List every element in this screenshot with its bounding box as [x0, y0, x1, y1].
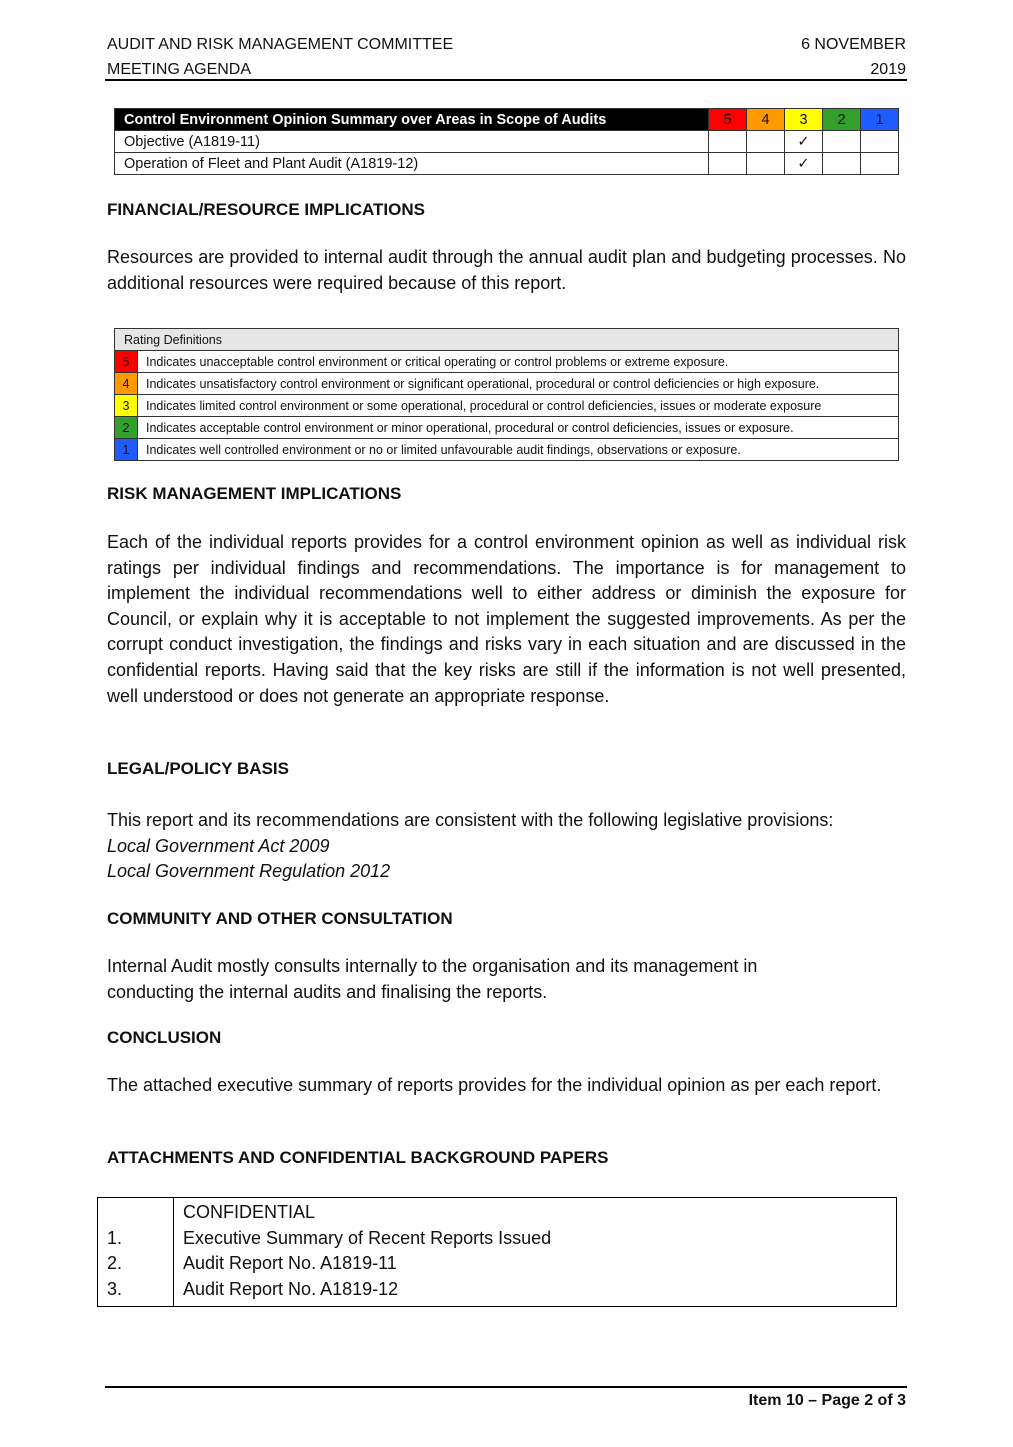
page-footer: Item 10 – Page 2 of 3	[748, 1392, 906, 1409]
rating-cell	[823, 153, 861, 175]
rating-description: Indicates unsatisfactory control environment or significant operational, procedural or control deficiencies or high exposure.	[138, 373, 899, 395]
attachments-table	[97, 1197, 897, 1307]
rating-description: Indicates limited control environment or some operational, procedural or control deficiencies, issues or moderate exposure	[138, 395, 899, 417]
rating-cell	[747, 153, 785, 175]
rating-header-4: 4	[747, 109, 785, 131]
header-committee-name: AUDIT AND RISK MANAGEMENT COMMITTEE	[107, 36, 454, 53]
rating-cell	[823, 131, 861, 153]
attachment-number: 2.	[107, 1253, 123, 1274]
table-row	[115, 351, 899, 373]
attachments-row	[98, 1198, 897, 1307]
community-text: Internal Audit mostly consults internally to the organisation and its management in conducting the internal audits and finalising the reports.	[107, 956, 758, 1002]
footer-divider	[105, 1386, 907, 1388]
opinion-summary-table	[114, 108, 899, 175]
header-date-year: 2019	[870, 61, 906, 78]
legislation-regulation: Local Government Regulation 2012	[107, 861, 391, 882]
conclusion-heading: CONCLUSION	[107, 1028, 222, 1047]
header-date	[801, 32, 906, 82]
rating-number: 4	[115, 373, 138, 395]
risk-text: Each of the individual reports provides for a control environment opinion as well as individual risk ratings per individual findings and recommendations. The importance is for management to implement the individual recommendations well to either address or diminish the exposure for Council, or explain why it is acceptable to not implement the suggested improvements. As per the corrupt conduct investigation, the findings and risks vary in each situation and are discussed in the confidential reports. Having said that the key risks are still if the information is not well presented, well understood or does not generate an appropriate response.	[107, 532, 906, 706]
audit-name: Operation of Fleet and Plant Audit (A1819-12)	[115, 153, 709, 175]
rating-definitions-header-row	[115, 329, 899, 351]
attachment-title: Audit Report No. A1819-11	[183, 1253, 397, 1274]
table-row	[115, 395, 899, 417]
attachment-title: Executive Summary of Recent Reports Issued	[183, 1227, 552, 1248]
rating-number: 3	[115, 395, 138, 417]
header-committee	[107, 32, 453, 82]
rating-number: 1	[115, 439, 138, 461]
check-mark-icon: ✓	[785, 153, 823, 175]
risk-heading: RISK MANAGEMENT IMPLICATIONS	[107, 484, 402, 503]
check-mark-icon: ✓	[785, 131, 823, 153]
attachment-number-spacer	[107, 1200, 164, 1226]
attachment-number: 1.	[107, 1227, 123, 1248]
rating-cell	[709, 153, 747, 175]
opinion-table-header	[115, 109, 899, 131]
legal-text-block	[107, 808, 906, 885]
confidential-label: CONFIDENTIAL	[183, 1202, 316, 1222]
rating-description: Indicates unacceptable control environment or critical operating or control problems or extreme exposure.	[138, 351, 899, 373]
rating-cell	[709, 131, 747, 153]
rating-description: Indicates well controlled environment or no or limited unfavourable audit findings, observations or exposure.	[138, 439, 899, 461]
table-row	[115, 131, 899, 153]
rating-header-2: 2	[823, 109, 861, 131]
attachment-numbers	[98, 1198, 174, 1307]
attachments-heading: ATTACHMENTS AND CONFIDENTIAL BACKGROUND PAPERS	[107, 1148, 609, 1167]
table-row	[115, 373, 899, 395]
opinion-table-title: Control Environment Opinion Summary over Areas in Scope of Audits	[115, 109, 709, 131]
attachment-title: Audit Report No. A1819-12	[183, 1278, 399, 1299]
rating-header-5: 5	[709, 109, 747, 131]
attachment-titles	[174, 1198, 897, 1307]
legislation-act: Local Government Act 2009	[107, 835, 330, 856]
rating-cell	[861, 153, 899, 175]
rating-cell	[861, 131, 899, 153]
rating-number: 2	[115, 417, 138, 439]
rating-description: Indicates acceptable control environment or minor operational, procedural or control deficiencies, issues or exposure.	[138, 417, 899, 439]
table-row	[115, 439, 899, 461]
header-divider	[105, 79, 907, 81]
community-heading: COMMUNITY AND OTHER CONSULTATION	[107, 909, 453, 928]
legal-text: This report and its recommendations are consistent with the following legislative provisions:	[107, 810, 834, 830]
table-row	[115, 153, 899, 175]
rating-definitions-table	[114, 328, 899, 461]
attachment-number: 3.	[107, 1278, 123, 1299]
header-document-type: MEETING AGENDA	[107, 61, 252, 78]
rating-number: 5	[115, 351, 138, 373]
financial-text: Resources are provided to internal audit through the annual audit plan and budgeting processes. No additional resources were required because of this report.	[107, 247, 906, 293]
rating-header-1: 1	[861, 109, 899, 131]
rating-definitions-heading: Rating Definitions	[115, 329, 899, 351]
conclusion-text: The attached executive summary of reports provides for the individual opinion as per each report.	[107, 1075, 882, 1095]
financial-heading: FINANCIAL/RESOURCE IMPLICATIONS	[107, 200, 425, 219]
rating-header-3: 3	[785, 109, 823, 131]
table-row	[115, 417, 899, 439]
audit-name: Objective (A1819-11)	[115, 131, 709, 153]
rating-cell	[747, 131, 785, 153]
header-date-day-month: 6 NOVEMBER	[801, 36, 906, 53]
legal-heading: LEGAL/POLICY BASIS	[107, 759, 289, 778]
